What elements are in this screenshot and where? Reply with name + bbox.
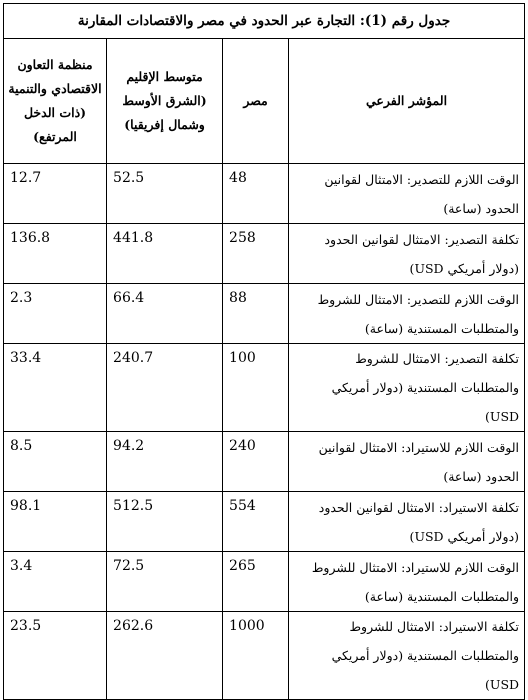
oecd-value: 2.3 xyxy=(4,284,107,344)
indicator-cell: تكلفة الاستيراد: الامتثال للشروط والمتطلبات المستندية (دولار أمريكي USD) xyxy=(289,612,525,700)
indicator-cell: الوقت اللازم للاستيراد: الامتثال للشروط والمتطلبات المستندية (ساعة) xyxy=(289,552,525,612)
mena-value: 240.7 xyxy=(107,344,223,432)
table-title: جدول رقم (1): التجارة عبر الحدود في مصر والاقتصادات المقارنة xyxy=(4,4,525,39)
egypt-value: 554 xyxy=(223,492,289,552)
header-egypt: مصر xyxy=(223,39,289,164)
oecd-value: 136.8 xyxy=(4,224,107,284)
oecd-value: 8.5 xyxy=(4,432,107,492)
header-indicator: المؤشر الفرعي xyxy=(289,39,525,164)
mena-value: 262.6 xyxy=(107,612,223,700)
egypt-value: 258 xyxy=(223,224,289,284)
comparison-table xyxy=(3,3,525,700)
indicator-cell: الوقت اللازم للتصدير: الامتثال لقوانين الحدود (ساعة) xyxy=(289,164,525,224)
header-oecd-text: منظمة التعاون الاقتصادي والتنمية (ذات الدخل المرتفع) xyxy=(8,57,102,144)
egypt-value: 265 xyxy=(223,552,289,612)
egypt-value: 100 xyxy=(223,344,289,432)
indicator-cell: تكلفة التصدير: الامتثال للشروط والمتطلبات المستندية (دولار أمريكي USD) xyxy=(289,344,525,432)
table-row xyxy=(4,612,525,700)
mena-value: 512.5 xyxy=(107,492,223,552)
table-row xyxy=(4,164,525,224)
indicator-cell: الوقت اللازم للاستيراد: الامتثال لقوانين الحدود (ساعة) xyxy=(289,432,525,492)
table-row xyxy=(4,492,525,552)
table-row xyxy=(4,224,525,284)
header-mena xyxy=(107,39,223,164)
egypt-value: 240 xyxy=(223,432,289,492)
table-row xyxy=(4,552,525,612)
oecd-value: 98.1 xyxy=(4,492,107,552)
egypt-value: 88 xyxy=(223,284,289,344)
header-mena-text: متوسط الإقليم (الشرق الأوسط وشمال إفريقيا) xyxy=(122,69,207,132)
indicator-cell: تكلفة الاستيراد: الامتثال لقوانين الحدود (دولار أمريكي USD) xyxy=(289,492,525,552)
oecd-value: 33.4 xyxy=(4,344,107,432)
oecd-value: 23.5 xyxy=(4,612,107,700)
mena-value: 94.2 xyxy=(107,432,223,492)
oecd-value: 12.7 xyxy=(4,164,107,224)
mena-value: 66.4 xyxy=(107,284,223,344)
indicator-cell: الوقت اللازم للتصدير: الامتثال للشروط والمتطلبات المستندية (ساعة) xyxy=(289,284,525,344)
oecd-value: 3.4 xyxy=(4,552,107,612)
table-row xyxy=(4,284,525,344)
header-oecd xyxy=(4,39,107,164)
table-row xyxy=(4,432,525,492)
egypt-value: 1000 xyxy=(223,612,289,700)
table-row xyxy=(4,344,525,432)
indicator-cell: تكلفة التصدير: الامتثال لقوانين الحدود (دولار أمريكي USD) xyxy=(289,224,525,284)
mena-value: 52.5 xyxy=(107,164,223,224)
egypt-value: 48 xyxy=(223,164,289,224)
mena-value: 72.5 xyxy=(107,552,223,612)
mena-value: 441.8 xyxy=(107,224,223,284)
